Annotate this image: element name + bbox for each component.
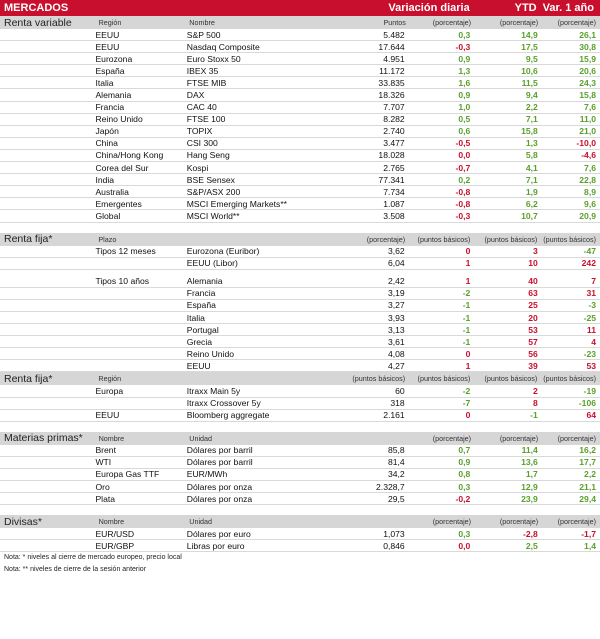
cell-c6: 9,4 (525, 90, 538, 101)
cell-c7: 17,7 (579, 457, 596, 468)
cell-c7: 7,6 (584, 162, 596, 173)
cell-c3: BSE Sensex (186, 174, 235, 185)
cell-c5: -0,5 (455, 138, 471, 149)
table-row (0, 360, 600, 372)
cell-c3: Euro Stoxx 50 (186, 53, 241, 64)
column-header: Región (98, 374, 122, 384)
table-row (0, 186, 600, 198)
cell-c3: Reino Unido (186, 348, 235, 359)
table-row (0, 41, 600, 53)
column-header: Unidad (189, 433, 213, 443)
cell-c2: Tipos 12 meses (95, 246, 156, 257)
cell-c3: MSCI Emerging Markets** (186, 198, 288, 209)
cell-c7: -23 (583, 348, 596, 359)
column-header: Plazo (98, 234, 117, 244)
cell-c2: Corea del Sur (95, 162, 149, 173)
cell-c3: Grecia (186, 336, 213, 347)
cell-c7: 31 (586, 288, 596, 299)
cell-c5: -7 (462, 398, 471, 409)
cell-c7: 242 (581, 258, 596, 269)
cell-c4: 18.326 (378, 90, 405, 101)
cell-c4: 3,13 (387, 324, 405, 335)
table-row (0, 29, 600, 41)
column-header: (puntos básicos) (417, 374, 471, 384)
cell-c7: 11 (586, 324, 596, 335)
section-rv (0, 16, 600, 223)
section-mp (0, 432, 600, 505)
cell-c7: 16,2 (579, 445, 596, 456)
cell-c2: China/Hong Kong (95, 150, 164, 161)
cell-c6: 17,5 (521, 41, 538, 52)
table-row (0, 469, 600, 481)
cell-c2: Japón (95, 126, 119, 137)
cell-c3: Itraxx Crossover 5y (186, 398, 261, 409)
cell-c5: -1 (462, 312, 471, 323)
cell-c4: 81,4 (387, 457, 405, 468)
cell-c2: Australia (95, 186, 129, 197)
cell-c5: -0,3 (455, 210, 471, 221)
table-row (0, 162, 600, 174)
cell-c6: 25 (528, 300, 538, 311)
cell-c5: -0,7 (455, 162, 471, 173)
cell-c4: 77.341 (378, 174, 405, 185)
column-header: Región (98, 18, 122, 27)
section-title: Renta variable (4, 16, 72, 29)
column-header: (porcentaje) (432, 433, 472, 443)
cell-c2: Oro (95, 481, 110, 492)
cell-c5: 1 (465, 258, 471, 269)
cell-c5: 0,9 (458, 90, 471, 101)
cell-c3: IBEX 35 (186, 65, 219, 76)
cell-c5: -0,8 (455, 186, 471, 197)
cell-c5: -0,2 (455, 493, 471, 504)
cell-c3: Libras por euro (186, 540, 245, 551)
cell-c5: 0,9 (458, 457, 471, 468)
table-row (0, 210, 600, 222)
column-header: (porcentaje) (366, 234, 406, 244)
table-row (0, 385, 600, 397)
section-dv (0, 515, 600, 552)
cell-c4: 85,8 (387, 445, 405, 456)
column-header: (puntos básicos) (352, 374, 406, 384)
column-header: (porcentaje) (432, 18, 472, 27)
cell-c2: EUR/USD (95, 528, 135, 539)
cell-c6: 14,9 (521, 29, 538, 40)
cell-c3: DAX (186, 90, 205, 101)
cell-c6: -2,8 (523, 528, 538, 539)
cell-c4: 2.740 (383, 126, 405, 137)
cell-c4: 8.282 (383, 114, 405, 125)
cell-c7: 24,3 (579, 77, 596, 88)
table-row (0, 276, 600, 288)
cell-c4: 1,073 (383, 528, 405, 539)
column-header: (puntos básicos) (484, 234, 538, 244)
cell-c3: EEUU (186, 360, 211, 371)
cell-c5: -2 (462, 385, 471, 396)
cell-c5: 0,3 (458, 528, 471, 539)
footnotes (0, 552, 600, 576)
table-row (0, 77, 600, 89)
cell-c5: -1 (462, 324, 471, 335)
cell-c7: -19 (583, 385, 596, 396)
cell-c5: 1 (465, 276, 471, 287)
column-header: Nombre (98, 517, 125, 527)
cell-c4: 4.951 (383, 53, 405, 64)
section-title: Divisas* (4, 515, 42, 528)
section-title: Materias primas* (4, 432, 83, 445)
cell-c5: 0,7 (458, 445, 471, 456)
cell-c4: 17.644 (378, 41, 405, 52)
cell-c2: EEUU (95, 41, 120, 52)
cell-c6: 20 (528, 312, 538, 323)
cell-c7: 29,4 (579, 493, 596, 504)
cell-c6: 3 (533, 246, 538, 257)
cell-c3: EEUU (Libor) (186, 258, 238, 269)
cell-c6: 63 (528, 288, 538, 299)
cell-c4: 1.087 (383, 198, 405, 209)
table-row (0, 457, 600, 469)
cell-c3: CSI 300 (186, 138, 218, 149)
column-header: (porcentaje) (557, 517, 596, 527)
cell-c6: 1,9 (525, 186, 538, 197)
cell-c2: España (95, 65, 125, 76)
cell-c5: 1,6 (458, 77, 471, 88)
cell-c7: -47 (583, 246, 596, 257)
cell-c3: España (186, 300, 216, 311)
cell-c6: 9,5 (525, 53, 538, 64)
section-header (0, 515, 600, 528)
table-row (0, 312, 600, 324)
cell-c2: Eurozona (95, 53, 133, 64)
table-row (0, 288, 600, 300)
cell-c7: -106 (578, 398, 596, 409)
section-gap (0, 505, 600, 515)
cell-c3: Bloomberg aggregate (186, 410, 270, 421)
cell-c5: 0,3 (458, 481, 471, 492)
cell-c6: 11,4 (521, 445, 538, 456)
cell-c4: 34,2 (387, 469, 405, 480)
cell-c4: 3,27 (387, 300, 405, 311)
cell-c6: 10,7 (521, 210, 538, 221)
cell-c7: 30,8 (579, 41, 596, 52)
cell-c3: Dólares por barril (186, 445, 253, 456)
cell-c2: Emergentes (95, 198, 142, 209)
column-header: (porcentaje) (499, 517, 539, 527)
cell-c2: Europa Gas TTF (95, 469, 160, 480)
table-row (0, 89, 600, 101)
table-title: MERCADOS (4, 2, 69, 14)
cell-c4: 60 (395, 385, 405, 396)
section-gap (0, 422, 600, 432)
footnote-1: Nota: * niveles al cierre de mercado europeo, precio local (4, 554, 182, 562)
col-variacion-diaria: Variación diaria (388, 2, 470, 14)
footnote-2: Nota: ** niveles de cierre de la sesión anterior (4, 566, 147, 574)
cell-c3: S&P/ASX 200 (186, 186, 241, 197)
cell-c2: Tipos 10 años (95, 276, 150, 287)
cell-c5: 0,0 (458, 540, 471, 551)
cell-c6: 7,1 (525, 114, 538, 125)
cell-c3: Dólares por onza (186, 481, 253, 492)
cell-c6: 11,5 (521, 77, 538, 88)
table-row (0, 126, 600, 138)
cell-c3: Eurozona (Euribor) (186, 246, 260, 257)
cell-c4: 4,27 (387, 360, 405, 371)
cell-c2: Francia (95, 102, 125, 113)
cell-c4: 2.161 (383, 410, 405, 421)
table-row (0, 138, 600, 150)
cell-c7: 26,1 (579, 29, 596, 40)
cell-c4: 18.028 (378, 150, 405, 161)
cell-c3: Francia (186, 288, 216, 299)
cell-c4: 3,62 (387, 246, 405, 257)
section-rf2 (0, 372, 600, 421)
cell-c2: WTI (95, 457, 112, 468)
cell-c6: 1,7 (525, 469, 538, 480)
column-header: (puntos básicos) (543, 374, 596, 384)
cell-c7: 20,9 (579, 210, 596, 221)
cell-c3: Italia (186, 312, 205, 323)
cell-c4: 5.482 (383, 29, 405, 40)
cell-c7: 15,9 (579, 53, 596, 64)
cell-c6: 2,5 (525, 540, 538, 551)
table-header (0, 0, 600, 16)
cell-c4: 29,5 (387, 493, 405, 504)
column-header: (porcentaje) (557, 18, 596, 27)
cell-c6: 13,6 (521, 457, 538, 468)
cell-c2: EEUU (95, 29, 120, 40)
cell-c7: -4,6 (581, 150, 596, 161)
cell-c5: -0,8 (455, 198, 471, 209)
cell-c6: 57 (528, 336, 538, 347)
cell-c7: 21,0 (579, 126, 596, 137)
table-row (0, 445, 600, 457)
cell-c2: EEUU (95, 410, 120, 421)
cell-c2: China (95, 138, 118, 149)
table-row (0, 398, 600, 410)
table-row (0, 65, 600, 77)
table-row (0, 53, 600, 65)
cell-c5: 0 (465, 246, 471, 257)
column-header: (porcentaje) (499, 18, 539, 27)
cell-c4: 2.765 (383, 162, 405, 173)
cell-c4: 3.477 (383, 138, 405, 149)
cell-c6: 10 (528, 258, 538, 269)
cell-c3: FTSE MIB (186, 77, 227, 88)
table-row (0, 150, 600, 162)
cell-c6: -1 (530, 410, 538, 421)
cell-c3: EUR/MWh (186, 469, 228, 480)
cell-c4: 33.835 (378, 77, 405, 88)
column-header: (puntos básicos) (417, 234, 471, 244)
cell-c7: 21,1 (579, 481, 596, 492)
table-row (0, 348, 600, 360)
table-row (0, 336, 600, 348)
cell-c5: -1 (462, 300, 471, 311)
cell-c3: FTSE 100 (186, 114, 226, 125)
cell-c7: 15,8 (579, 90, 596, 101)
column-header: Nombre (98, 433, 125, 443)
cell-c7: 22,8 (579, 174, 596, 185)
cell-c6: 56 (528, 348, 538, 359)
cell-c6: 39 (528, 360, 538, 371)
cell-c5: 0,8 (458, 469, 471, 480)
cell-c4: 7.707 (383, 102, 405, 113)
cell-c3: Alemania (186, 276, 223, 287)
cell-c5: 1,3 (458, 65, 471, 76)
cell-c2: EUR/GBP (95, 540, 135, 551)
cell-c3: S&P 500 (186, 29, 221, 40)
cell-c7: -25 (583, 312, 596, 323)
cell-c5: 0 (465, 410, 471, 421)
cell-c7: 8,9 (584, 186, 596, 197)
table-row (0, 246, 600, 258)
cell-c7: 2,2 (584, 469, 596, 480)
cell-c5: 0,9 (458, 53, 471, 64)
cell-c7: 4 (591, 336, 596, 347)
table-row (0, 102, 600, 114)
cell-c6: 53 (528, 324, 538, 335)
section-title: Renta fija* (4, 233, 53, 245)
col-ytd: YTD (514, 2, 537, 14)
cell-c7: 1,4 (584, 540, 596, 551)
section-rf1 (0, 233, 600, 373)
section-gap (0, 223, 600, 233)
cell-c2: Europa (95, 385, 124, 396)
cell-c3: Portugal (186, 324, 219, 335)
cell-c3: Dólares por euro (186, 528, 251, 539)
cell-c6: 4,1 (525, 162, 538, 173)
column-header: (porcentaje) (432, 517, 472, 527)
cell-c5: 1,0 (458, 102, 471, 113)
cell-c2: Italia (95, 77, 114, 88)
cell-c6: 23,9 (521, 493, 538, 504)
table-row (0, 174, 600, 186)
cell-c6: 12,9 (521, 481, 538, 492)
cell-c3: Itraxx Main 5y (186, 385, 241, 396)
section-header (0, 432, 600, 445)
cell-c6: 40 (528, 276, 538, 287)
cell-c2: Plata (95, 493, 116, 504)
section-title: Renta fija* (4, 372, 53, 385)
cell-c7: 64 (586, 410, 596, 421)
table-row (0, 114, 600, 126)
cell-c4: 4,08 (387, 348, 405, 359)
table-row (0, 258, 600, 270)
cell-c2: Global (95, 210, 121, 221)
cell-c4: 3,61 (387, 336, 405, 347)
cell-c6: 15,8 (521, 126, 538, 137)
cell-c5: -2 (462, 288, 471, 299)
cell-c5: 0,3 (458, 29, 471, 40)
column-header: Nombre (189, 18, 215, 27)
cell-c4: 7.734 (383, 186, 405, 197)
cell-c7: 7 (591, 276, 596, 287)
cell-c4: 0,846 (383, 540, 405, 551)
table-row (0, 324, 600, 336)
cell-c2: India (95, 174, 115, 185)
cell-c5: 0,5 (458, 114, 471, 125)
table-row (0, 198, 600, 210)
cell-c3: Kospi (186, 162, 209, 173)
cell-c3: Nasdaq Composite (186, 41, 260, 52)
cell-c6: 8 (533, 398, 538, 409)
cell-c7: 53 (586, 360, 596, 371)
cell-c6: 1,3 (525, 138, 538, 149)
cell-c3: Dólares por barril (186, 457, 253, 468)
cell-c3: TOPIX (186, 126, 213, 137)
cell-c5: -1 (462, 336, 471, 347)
cell-c7: 9,6 (584, 198, 596, 209)
table-row (0, 410, 600, 422)
section-header (0, 372, 600, 385)
column-header: (porcentaje) (557, 433, 596, 443)
cell-c3: Dólares por onza (186, 493, 253, 504)
table-row (0, 493, 600, 505)
cell-c4: 11.172 (379, 65, 405, 76)
column-header: (puntos básicos) (484, 374, 538, 384)
cell-c2: Alemania (95, 90, 132, 101)
table-row (0, 528, 600, 540)
cell-c6: 7,1 (525, 174, 538, 185)
col-var-anual: Var. 1 año (542, 2, 594, 14)
cell-c5: 1 (465, 360, 471, 371)
table-row (0, 481, 600, 493)
table-row (0, 540, 600, 552)
cell-c5: 0,0 (458, 150, 471, 161)
cell-c3: CAC 40 (186, 102, 217, 113)
cell-c6: 5,8 (525, 150, 538, 161)
cell-c7: -10,0 (576, 138, 596, 149)
cell-c7: 7,6 (584, 102, 596, 113)
cell-c7: -3 (588, 300, 596, 311)
column-header: (puntos básicos) (543, 234, 596, 244)
cell-c5: 0,2 (458, 174, 471, 185)
cell-c5: 0,6 (458, 126, 471, 137)
column-header: Unidad (189, 517, 213, 527)
cell-c4: 2.328,7 (376, 481, 405, 492)
column-header: Puntos (383, 18, 406, 27)
cell-c5: 0 (465, 348, 471, 359)
cell-c3: Hang Seng (186, 150, 230, 161)
cell-c4: 318 (390, 398, 405, 409)
table-row (0, 300, 600, 312)
section-header (0, 233, 600, 246)
section-header (0, 16, 600, 29)
cell-c7: -1,7 (581, 528, 596, 539)
cell-c4: 3,93 (387, 312, 405, 323)
cell-c6: 6,2 (525, 198, 538, 209)
cell-c6: 10,6 (521, 65, 538, 76)
cell-c6: 2,2 (525, 102, 538, 113)
cell-c4: 6,04 (387, 258, 405, 269)
cell-c5: -0,3 (455, 41, 471, 52)
cell-c4: 3.508 (383, 210, 405, 221)
cell-c7: 20,6 (579, 65, 596, 76)
cell-c4: 2,42 (387, 276, 405, 287)
cell-c6: 2 (533, 385, 538, 396)
cell-c7: 11,0 (579, 114, 596, 125)
cell-c2: Reino Unido (95, 114, 143, 125)
cell-c3: MSCI World** (186, 210, 240, 221)
column-header: (porcentaje) (499, 433, 539, 443)
cell-c2: Brent (95, 445, 116, 456)
cell-c4: 3,19 (387, 288, 405, 299)
